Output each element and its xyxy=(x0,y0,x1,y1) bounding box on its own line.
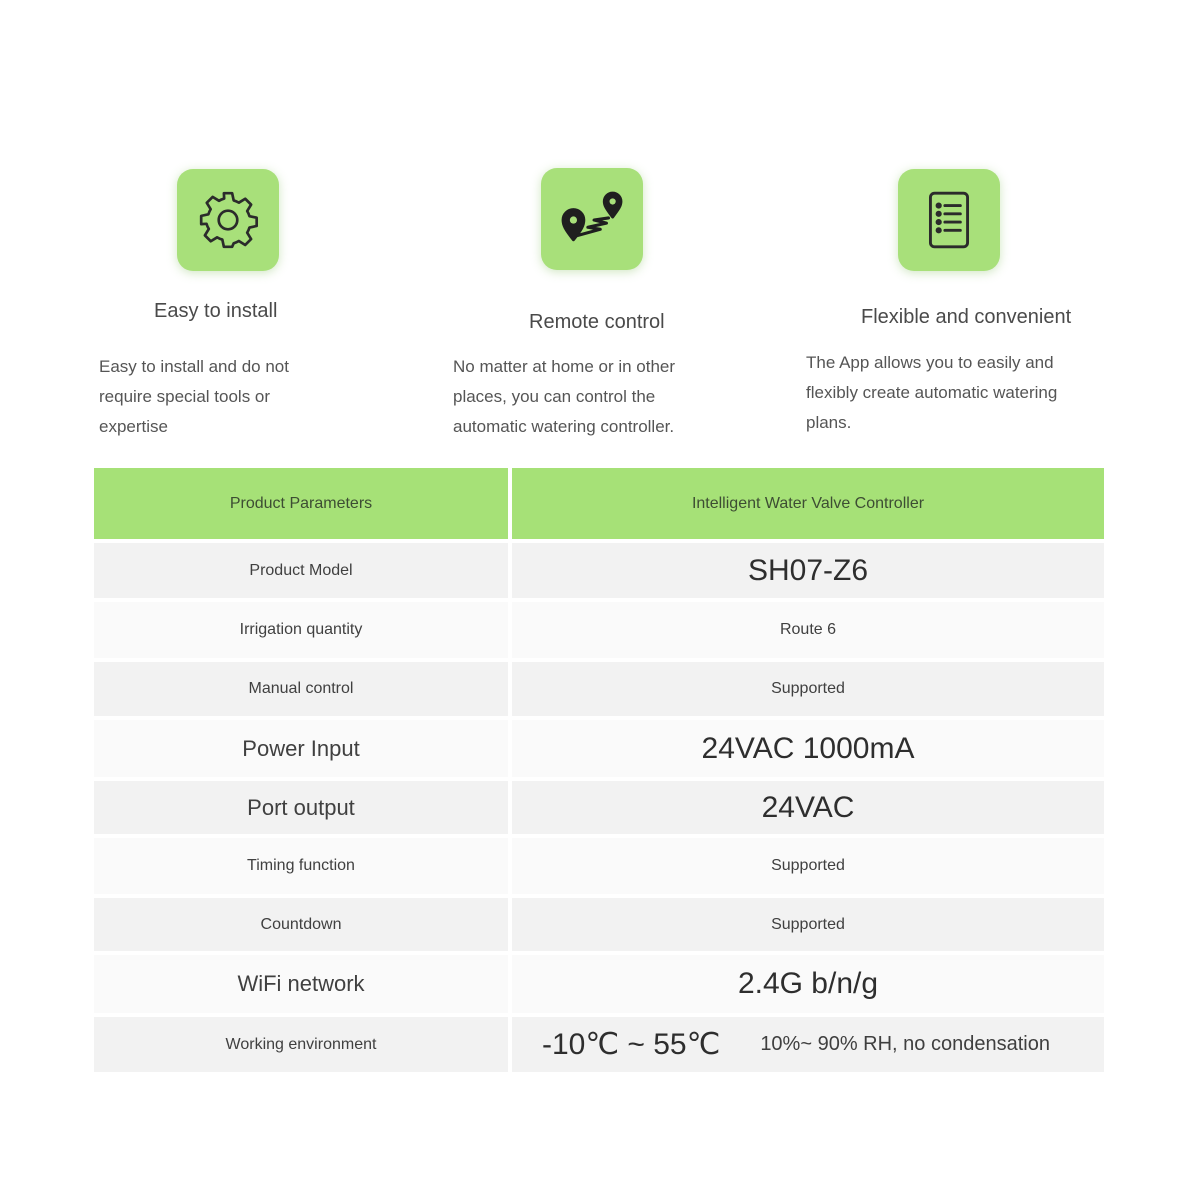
param-label: Power Input xyxy=(94,720,508,777)
feature-description-line: flexibly create automatic watering xyxy=(806,383,1058,402)
table-row xyxy=(94,781,1104,834)
param-label: Working environment xyxy=(94,1017,508,1072)
param-value: SH07-Z6 xyxy=(512,543,1104,598)
table-row xyxy=(94,543,1104,598)
param-label: Manual control xyxy=(94,662,508,716)
param-value xyxy=(512,1017,1104,1072)
param-value: 2.4G b/n/g xyxy=(512,955,1104,1013)
feature-title: Easy to install xyxy=(154,300,278,322)
param-value: Supported xyxy=(512,898,1104,951)
table-row xyxy=(94,955,1104,1013)
table-row xyxy=(94,720,1104,777)
table-row xyxy=(94,1017,1104,1072)
param-value: Route 6 xyxy=(512,602,1104,658)
param-value: 24VAC 1000mA xyxy=(512,720,1104,777)
feature-description xyxy=(453,352,675,442)
feature-description-line: expertise xyxy=(99,417,168,436)
param-value: Supported xyxy=(512,838,1104,894)
feature-title: Flexible and convenient xyxy=(861,306,1072,328)
param-value: 24VAC xyxy=(512,781,1104,834)
table-header-row xyxy=(94,468,1104,539)
route-map-icon xyxy=(541,168,643,270)
feature-description-line: require special tools or xyxy=(99,387,271,406)
table-row xyxy=(94,602,1104,658)
temperature-range: -10℃ ~ 55℃ xyxy=(542,1028,721,1061)
feature-description-line: The App allows you to easily and xyxy=(806,353,1054,372)
param-label: Countdown xyxy=(94,898,508,951)
param-label: Timing function xyxy=(94,838,508,894)
table-row xyxy=(94,662,1104,716)
feature-title: Remote control xyxy=(529,311,665,333)
feature-description-line: places, you can control the xyxy=(453,387,656,406)
table-header-label: Product Parameters xyxy=(94,468,508,539)
param-label: WiFi network xyxy=(94,955,508,1013)
table-header-value: Intelligent Water Valve Controller xyxy=(512,468,1104,539)
humidity-range: 10%~ 90% RH, no condensation xyxy=(760,1033,1050,1055)
param-label: Irrigation quantity xyxy=(94,602,508,658)
feature-description xyxy=(99,352,289,442)
feature-description xyxy=(806,348,1057,438)
param-label: Port output xyxy=(94,781,508,834)
table-row xyxy=(94,838,1104,894)
table-row xyxy=(94,898,1104,951)
feature-description-line: Easy to install and do not xyxy=(99,357,289,376)
param-value: Supported xyxy=(512,662,1104,716)
feature-description-line: plans. xyxy=(806,413,852,432)
list-document-icon xyxy=(898,169,1000,271)
spec-table xyxy=(94,468,1104,1076)
param-label: Product Model xyxy=(94,543,508,598)
gear-icon xyxy=(177,169,279,271)
feature-description-line: automatic watering controller. xyxy=(453,417,675,436)
feature-description-line: No matter at home or in other xyxy=(453,357,676,376)
